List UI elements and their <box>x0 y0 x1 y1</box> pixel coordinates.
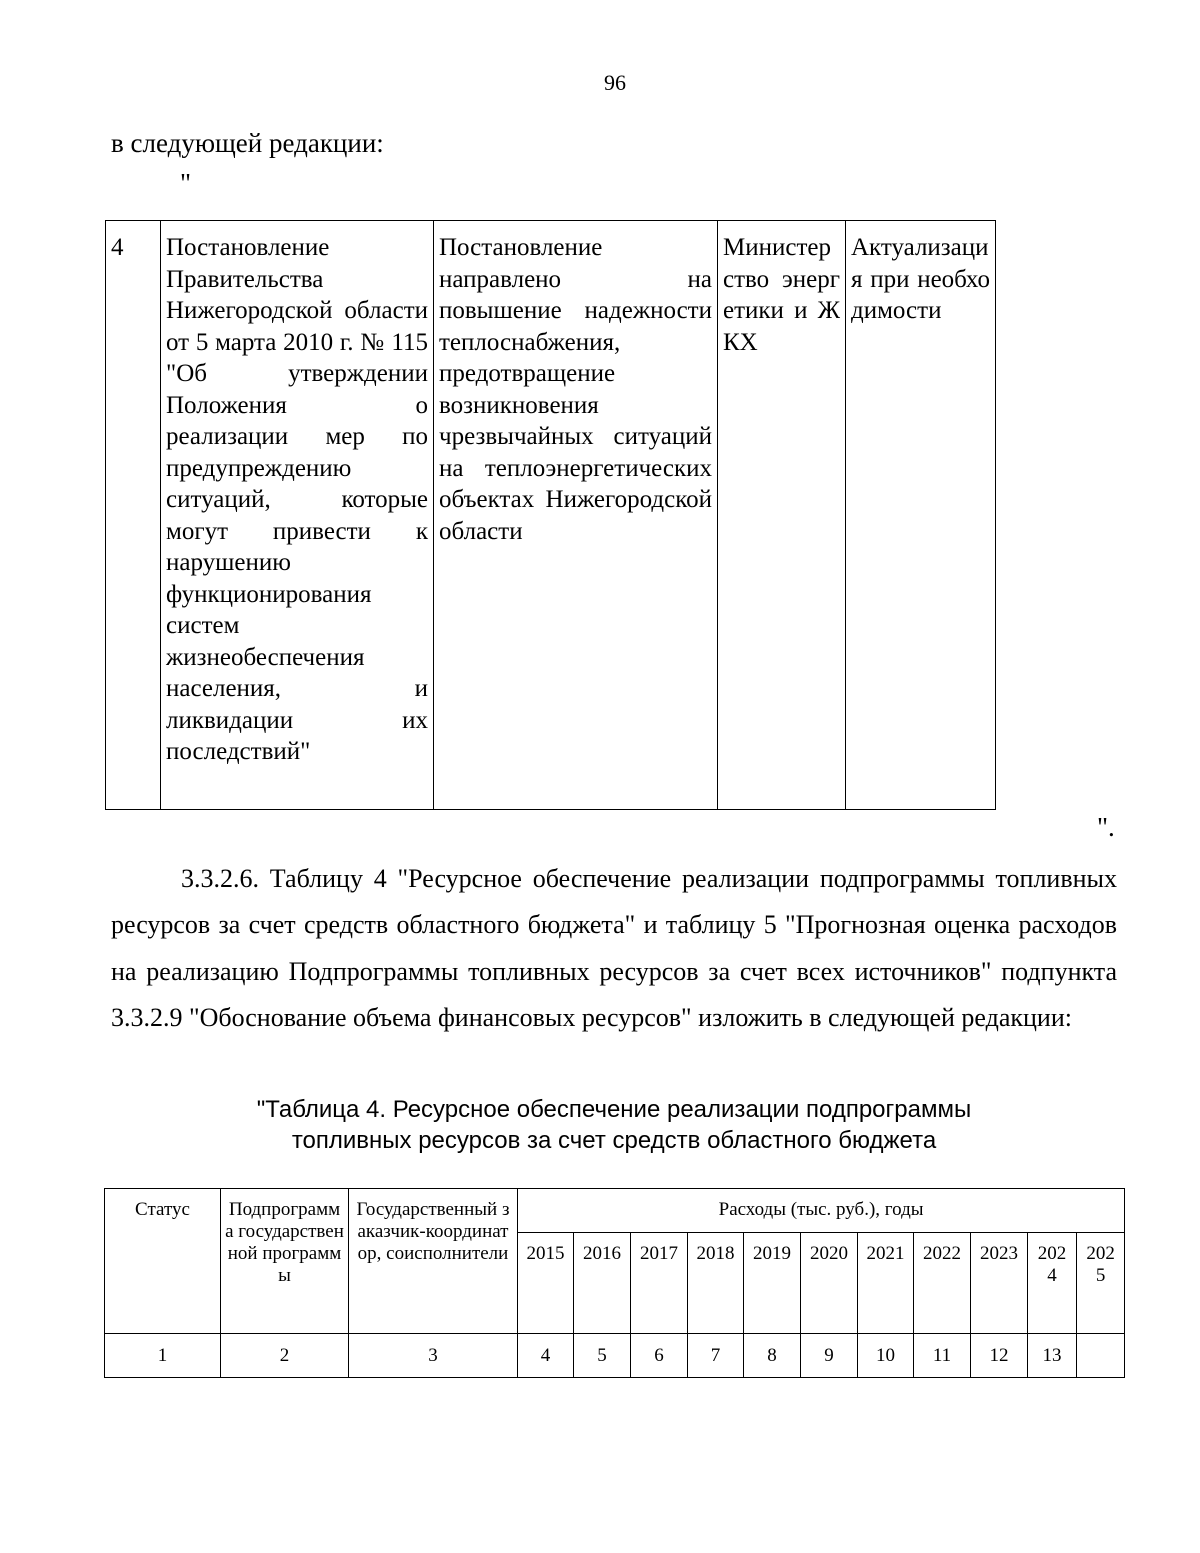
year-2017: 2017 <box>631 1233 688 1334</box>
column-number: 12 <box>971 1334 1028 1378</box>
year-2023: 2023 <box>971 1233 1028 1334</box>
column-number: 3 <box>349 1334 518 1378</box>
column-number: 13 <box>1028 1334 1077 1378</box>
measures-table <box>105 220 996 810</box>
resource-table <box>104 1188 1125 1378</box>
column-number: 1 <box>105 1334 221 1378</box>
year-2020: 2020 <box>801 1233 858 1334</box>
year-2024: 2024 <box>1028 1233 1077 1334</box>
column-number: 5 <box>574 1334 631 1378</box>
description-cell: Постановление направлено на повышение надежности теплоснабжения, предотвращение возникновения чрезвычайных ситуаций на теплоэнергетических объектах Нижегородской области <box>434 221 718 810</box>
column-number: 9 <box>801 1334 858 1378</box>
header-status: Статус <box>105 1189 221 1334</box>
table-row <box>105 1334 1125 1378</box>
page-number: 96 <box>604 70 626 95</box>
caption-line-2: топливных ресурсов за счет средств областного бюджета <box>291 1127 937 1154</box>
column-number: 2 <box>221 1334 349 1378</box>
header-customer: Государственный заказчик-координатор, соисполнители <box>349 1189 518 1334</box>
year-2015: 2015 <box>518 1233 574 1334</box>
open-quote: " <box>180 168 192 198</box>
intro-text: в следующей редакции: <box>111 128 384 158</box>
column-number <box>1077 1334 1125 1378</box>
body-paragraph: 3.3.2.6. Таблицу 4 "Ресурсное обеспечение реализации подпрограммы топливных ресурсов за счет средств областного бюджета" и таблицу 5 "Прогнозная оценка расходов на реализацию Подпрограммы топливных ресурсов за счет всех источников" подпункта 3.3.2.9 "Обоснование объема финансовых ресурсов" изложить в следующей редакции: <box>111 864 1117 1032</box>
table-caption <box>110 1094 1118 1156</box>
column-number: 8 <box>744 1334 801 1378</box>
column-number: 4 <box>518 1334 574 1378</box>
column-number: 6 <box>631 1334 688 1378</box>
column-number: 11 <box>914 1334 971 1378</box>
row-number: 4 <box>106 221 161 810</box>
year-2025: 2025 <box>1077 1233 1125 1334</box>
year-2021: 2021 <box>858 1233 914 1334</box>
table-row <box>106 221 996 810</box>
year-2018: 2018 <box>688 1233 744 1334</box>
column-number: 7 <box>688 1334 744 1378</box>
responsible-cell: Министерство энергетики и ЖКХ <box>718 221 846 810</box>
year-2016: 2016 <box>574 1233 631 1334</box>
column-number: 10 <box>858 1334 914 1378</box>
year-2019: 2019 <box>744 1233 801 1334</box>
document-cell: Постановление Правительства Нижегородской области от 5 марта 2010 г. № 115 "Об утверждении Положения о реализации мер по предупреждению ситуаций, которые могут привести к нарушению функционирования систем жизнеобеспечения населения, и ликвидации их последствий" <box>161 221 434 810</box>
header-expenses: Расходы (тыс. руб.), годы <box>518 1189 1125 1233</box>
deadline-cell: Актуализация при необходимости <box>846 221 996 810</box>
year-2022: 2022 <box>914 1233 971 1334</box>
header-subprogram: Подпрограмма государственной программы <box>221 1189 349 1334</box>
close-quote: ". <box>1097 812 1115 842</box>
caption-line-1: "Таблица 4. Ресурсное обеспечение реализации подпрограммы <box>256 1096 972 1123</box>
